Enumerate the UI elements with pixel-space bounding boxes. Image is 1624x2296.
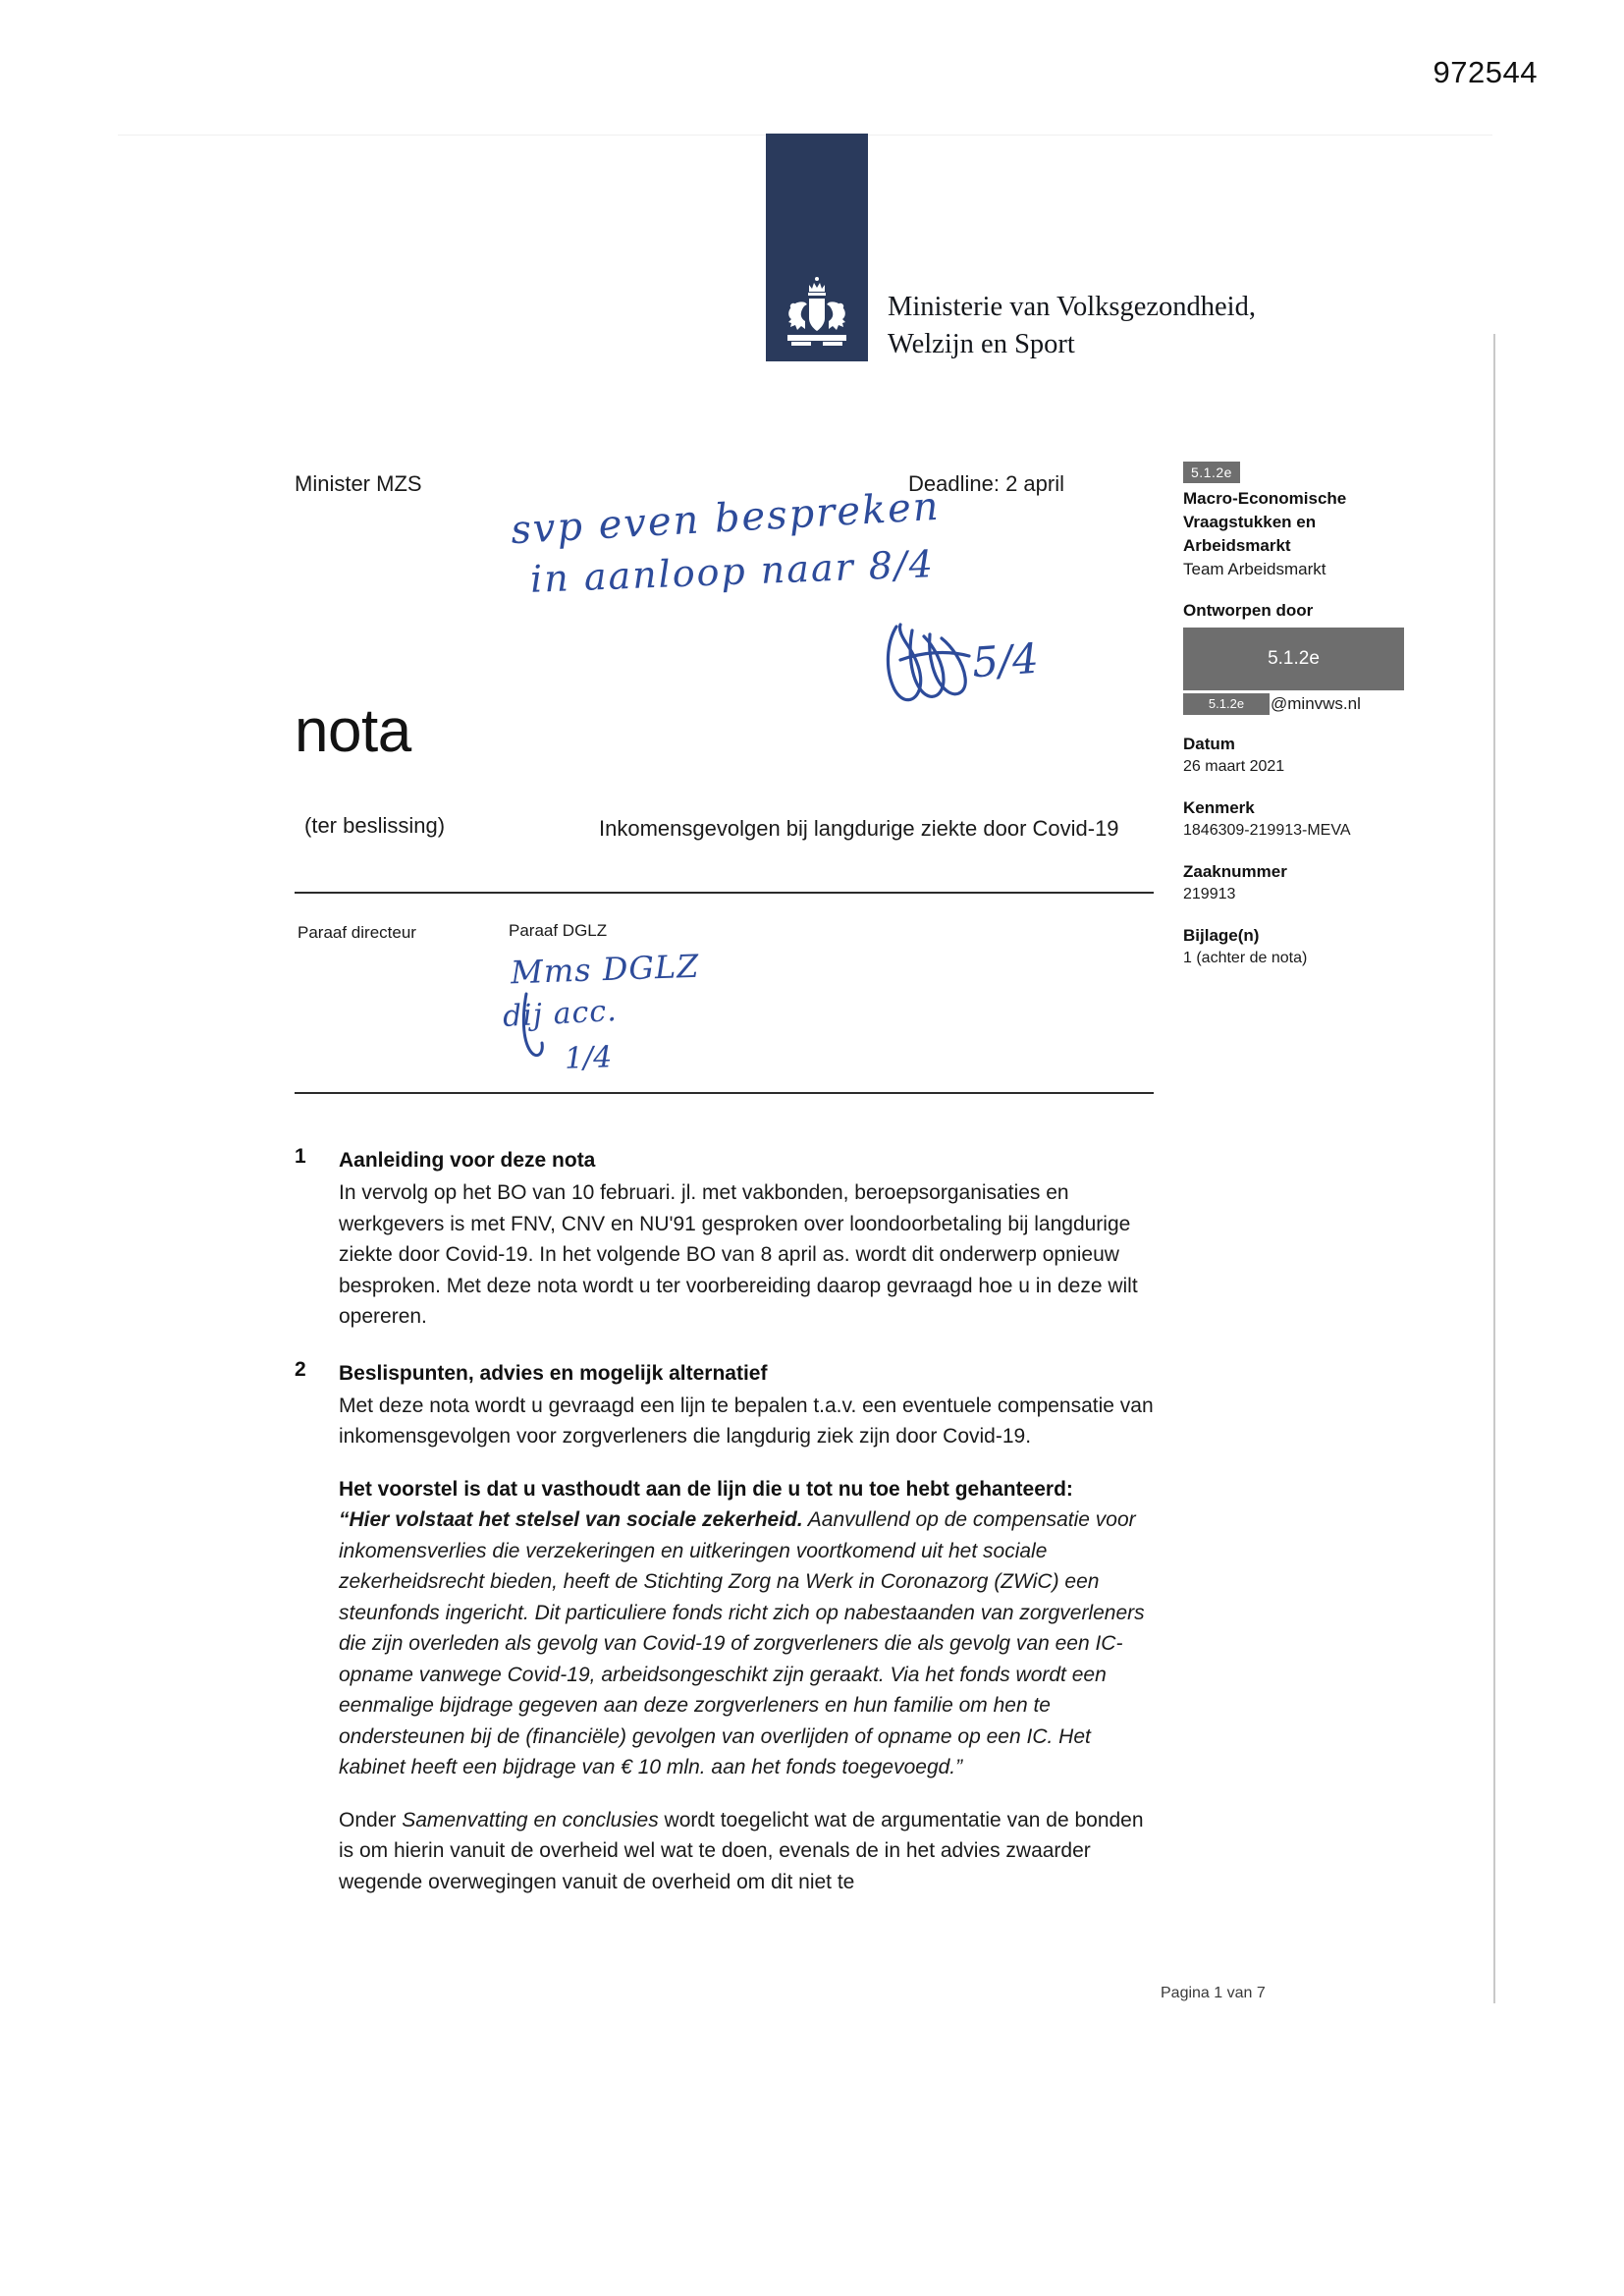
email-domain: @minvws.nl (1271, 694, 1361, 713)
section-1-number: 1 (295, 1145, 306, 1168)
department-name (1183, 487, 1478, 558)
zaaknummer-label: Zaaknummer (1183, 862, 1287, 881)
handwritten-dglz-line-1: Mms DGLZ (510, 947, 701, 992)
datum-value: 26 maart 2021 (1183, 758, 1285, 775)
handwritten-note-line-2: in aanloop naar 8/4 (529, 542, 936, 601)
decision-type: (ter beslissing) (304, 813, 446, 838)
ministry-line-1: Ministerie van Volksgezondheid, (888, 292, 1256, 322)
page-title: nota (295, 697, 411, 765)
quote-remainder: Aanvullend op de compensatie voor inkomensverlies die verzekeringen en uitkeringen voortkomend uit het sociale zekerheidsrecht bieden, heeft de Stichting Zorg na Werk in Coronazorg (ZWiC) een steunfonds ingericht. Dit particuliere fonds richt zich op nabestaanden van zorgverleners die zijn overleden als gevolg van Covid-19 of zorgverleners die als gevolg van een IC-opname vanwege Covid-19, arbeidsongeschikt zijn geraakt. Via het fonds wordt een eenmalige bijdrage gegeven aan deze zorgverleners en hun familie om hen te ondersteunen bij de (financiële) gevolgen van overlijden of opname op een IC. Het kabinet heeft een bijdrage van € 10 mln. aan het fonds toegevoegd.” (339, 1508, 1145, 1778)
metadata-sidebar (1183, 462, 1478, 970)
author-email-row (1183, 693, 1478, 715)
document-subject: Inkomensgevolgen bij langdurige ziekte door Covid-19 (599, 816, 1119, 841)
section-2-number: 2 (295, 1357, 306, 1381)
department-line-1: Macro-Economische (1183, 489, 1347, 508)
closing-pre: Onder (339, 1808, 403, 1831)
closing-italic-reference: Samenvatting en conclusies (402, 1808, 659, 1831)
section-2-quote (339, 1504, 1159, 1783)
document-body (295, 1145, 1159, 1923)
section-2 (295, 1358, 1159, 1898)
divider-top (295, 892, 1154, 894)
kenmerk-value: 1846309-219913-MEVA (1183, 822, 1351, 839)
bijlage-value: 1 (achter de nota) (1183, 950, 1308, 966)
dutch-coat-of-arms-icon (776, 273, 858, 354)
section-1 (295, 1145, 1159, 1333)
paraaf-dglz-label: Paraaf DGLZ (509, 921, 608, 940)
quote-bold-lead: “Hier volstaat het stelsel van sociale zekerheid. (339, 1508, 803, 1531)
letterhead-text (888, 289, 1256, 363)
section-1-paragraph: In vervolg op het BO van 10 februari. jl. met vakbonden, beroepsorganisaties en werkgevers is met FNV, CNV en NU'91 gesproken over loondoorbetaling bij langdurige ziekte door Covid-19. In het volgende BO van 8 april as. wordt dit onderwerp opnieuw besproken. Met deze nota wordt u ter voorbereiding daarop gevraagd hoe u in deze wilt opereren. (339, 1181, 1138, 1328)
datum-label: Datum (1183, 735, 1235, 753)
deadline: Deadline: 2 april (908, 471, 1064, 496)
page-footer: Pagina 1 van 7 (1161, 1985, 1266, 2001)
handwritten-dglz-date: 1/4 (564, 1040, 613, 1076)
addressee: Minister MZS (295, 471, 422, 496)
document-number: 972544 (1433, 55, 1538, 89)
ministry-line-2: Welzijn en Sport (888, 329, 1075, 359)
scan-artifact-right-edge (1493, 334, 1495, 2003)
section-2-paragraph: Met deze nota wordt u gevraagd een lijn te bepalen t.a.v. een eventuele compensatie van inkomensgevolgen voor zorgverleners die langdurig ziek zijn door Covid-19. (339, 1394, 1154, 1448)
handwritten-dglz-line-2: dij acc. (502, 993, 619, 1035)
closing-post: wordt toegelicht wat de argumentatie van de bonden is om hierin vanuit de overheid wel wat te doen, evenals de in het advies zwaarder wegende overwegingen vanuit de overheid om dit niet te (339, 1808, 1144, 1893)
department-line-2: Vraagstukken en (1183, 513, 1317, 531)
redaction-badge-department: 5.1.2e (1183, 462, 1240, 483)
section-2-proposal-heading: Het voorstel is dat u vasthoudt aan de lijn die u tot nu toe hebt gehanteerd: (339, 1477, 1073, 1501)
redaction-block-author: 5.1.2e (1183, 628, 1404, 690)
handwritten-signature-minister (879, 609, 1046, 717)
team-name: Team Arbeidsmarkt (1183, 560, 1326, 578)
redaction-badge-email: 5.1.2e (1183, 693, 1270, 715)
handwritten-note-line-1: svp even bespreken (510, 483, 942, 554)
handwritten-dglz-flourish (511, 982, 589, 1070)
handwritten-signature-date: 5/4 (970, 633, 1041, 687)
paraaf-directeur-label: Paraaf directeur (298, 923, 416, 942)
divider-bottom (295, 1092, 1154, 1094)
zaaknummer-value: 219913 (1183, 886, 1236, 902)
ontworpen-door-label: Ontworpen door (1183, 601, 1314, 620)
department-line-3: Arbeidsmarkt (1183, 536, 1291, 555)
section-2-closing-paragraph (339, 1805, 1159, 1898)
section-2-heading: Beslispunten, advies en mogelijk alternatief (339, 1361, 768, 1385)
kenmerk-label: Kenmerk (1183, 798, 1255, 817)
section-1-heading: Aanleiding voor deze nota (339, 1149, 596, 1172)
bijlage-label: Bijlage(n) (1183, 926, 1260, 945)
